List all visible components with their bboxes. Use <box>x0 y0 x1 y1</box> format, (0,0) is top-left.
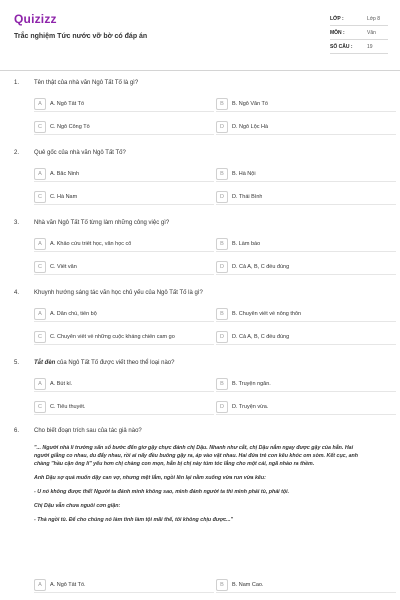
option-text: C. Viết văn <box>50 263 77 270</box>
option-a[interactable] <box>34 307 214 320</box>
option-badge: D <box>216 191 228 203</box>
option-c[interactable] <box>34 190 214 203</box>
meta-label: SỐ CÂU : <box>330 43 353 50</box>
option-a[interactable] <box>34 237 214 250</box>
divider <box>216 274 396 275</box>
question-number: 6. <box>14 428 20 434</box>
option-badge: A <box>34 579 46 591</box>
divider <box>216 251 396 252</box>
question-number: 5. <box>14 360 20 366</box>
option-badge: C <box>34 331 46 343</box>
option-text: A. Dân chủ, tiến bộ <box>50 310 97 317</box>
question-text: Quê gốc của nhà văn Ngô Tất Tố? <box>34 150 126 156</box>
option-text: A. Ngô Tất Tố. <box>50 581 86 588</box>
option-text: B. Làm báo <box>232 240 261 247</box>
question-text: Khuynh hướng sáng tác văn học chủ yếu của Ngô Tất Tố là gì? <box>34 290 203 296</box>
option-badge: D <box>216 401 228 413</box>
divider <box>216 181 396 182</box>
question-number: 2. <box>14 150 20 156</box>
divider <box>216 134 396 135</box>
divider <box>216 204 396 205</box>
option-badge: B <box>216 168 228 180</box>
option-b[interactable] <box>216 578 396 591</box>
option-b[interactable] <box>216 307 396 320</box>
meta-row-subject <box>330 26 388 40</box>
option-a[interactable] <box>34 97 214 110</box>
question-text: Nhà văn Ngô Tất Tố từng làm những công việc gì? <box>34 220 170 226</box>
option-d[interactable] <box>216 400 396 413</box>
option-d[interactable] <box>216 330 396 343</box>
option-badge: C <box>34 191 46 203</box>
option-text: B. Nam Cao. <box>232 581 264 588</box>
question-number: 3. <box>14 220 20 226</box>
meta-row-class <box>330 12 388 26</box>
divider <box>34 181 214 182</box>
divider <box>216 391 396 392</box>
option-badge: C <box>34 401 46 413</box>
option-badge: A <box>34 238 46 250</box>
option-text: A. Khảo cứu triết học, văn học cổ <box>50 240 132 247</box>
divider <box>34 111 214 112</box>
passage-paragraph: "... Người nhà lí trưởng sấn sổ bước đến giơ gậy chực đánh chị Dậu. Nhanh như cắt, chị Dậu nắm ngay được gậy của hắn. Hai người giằng co nhau, du đẩy nhau, rồi ai nấy đều buông gậy ra, áp vào vật nhau. Hai đứa trẻ con kêu khóc om sòm. Kết cục, anh chàng "hầu cận ông lí" yếu hơn chị chàng con mọn, hắn bị chị này túm tóc lẳng cho một cái, ngã nhào ra thềm. <box>34 445 358 467</box>
option-text: D. Truyện vừa. <box>232 403 269 410</box>
passage-paragraph: - Thà ngồi tù. Để cho chúng nó làm tình làm tội mãi thế, tôi không chịu được..." <box>34 517 234 523</box>
option-text: D. Cả A, B, C đều đúng <box>232 263 290 270</box>
option-c[interactable] <box>34 330 214 343</box>
option-d[interactable] <box>216 190 396 203</box>
meta-label: MÔN : <box>330 29 345 36</box>
option-text: A. Bút kí. <box>50 380 73 387</box>
option-badge: B <box>216 579 228 591</box>
option-badge: B <box>216 378 228 390</box>
option-text: C. Ngô Công Tố <box>50 123 90 130</box>
option-a[interactable] <box>34 578 214 591</box>
option-text: D. Thái Bình <box>232 193 263 200</box>
divider <box>34 344 214 345</box>
divider <box>216 592 396 593</box>
meta-value: Văn <box>367 29 376 36</box>
passage-paragraph: Chị Dậu vẫn chưa nguôi cơn giận: <box>34 503 121 509</box>
option-text: B. Truyện ngắn. <box>232 380 271 387</box>
option-b[interactable] <box>216 167 396 180</box>
option-text: D. Cả A, B, C đều đúng <box>232 333 290 340</box>
passage-paragraph: - U nó không được thế! Người ta đánh mình không sao, mình đánh người ta thì mình phải tù, phải tội. <box>34 489 290 495</box>
option-b[interactable] <box>216 97 396 110</box>
meta-label: LỚP : <box>330 15 344 22</box>
option-a[interactable] <box>34 377 214 390</box>
divider <box>216 414 396 415</box>
option-d[interactable] <box>216 260 396 273</box>
meta-value: Lớp 8 <box>367 15 381 22</box>
divider <box>34 204 214 205</box>
question-text <box>34 360 174 366</box>
option-badge: B <box>216 238 228 250</box>
option-text: B. Hà Nội <box>232 170 256 177</box>
option-c[interactable] <box>34 260 214 273</box>
divider <box>34 391 214 392</box>
divider <box>34 134 214 135</box>
option-text: A. Ngô Tất Tố <box>50 100 85 107</box>
option-text: A. Bắc Ninh <box>50 170 80 177</box>
option-badge: C <box>34 261 46 273</box>
option-b[interactable] <box>216 237 396 250</box>
question-number: 1. <box>14 80 20 86</box>
option-badge: B <box>216 98 228 110</box>
divider <box>34 592 214 593</box>
meta-info <box>330 12 388 54</box>
option-text: D. Ngô Lộc Hà <box>232 123 269 130</box>
divider <box>216 111 396 112</box>
work-title: Tắt đèn <box>34 360 56 366</box>
option-text: B. Chuyên viết về nông thôn <box>232 310 302 317</box>
option-text: C. Chuyên viết về những cuộc kháng chiến cam go <box>50 333 175 340</box>
option-c[interactable] <box>34 400 214 413</box>
question-number: 4. <box>14 290 20 296</box>
option-text: C. Hà Nam <box>50 193 78 200</box>
divider <box>216 344 396 345</box>
meta-row-count <box>330 40 388 54</box>
option-badge: A <box>34 308 46 320</box>
divider <box>34 321 214 322</box>
option-a[interactable] <box>34 167 214 180</box>
divider <box>34 251 214 252</box>
document-header <box>0 0 400 70</box>
option-badge: D <box>216 261 228 273</box>
meta-value: 19 <box>367 43 373 50</box>
option-badge: B <box>216 308 228 320</box>
option-d[interactable] <box>216 120 396 133</box>
option-badge: D <box>216 331 228 343</box>
question-text: Tên thật của nhà văn Ngô Tất Tố là gì? <box>34 80 139 86</box>
question-text: Cho biết đoạn trích sau của tác giả nào? <box>34 428 142 434</box>
page-title: Trắc nghiệm Tức nước vỡ bờ có đáp án <box>14 33 148 40</box>
excerpt-passage <box>34 444 366 530</box>
header-divider <box>0 70 400 71</box>
option-badge: A <box>34 168 46 180</box>
brand-logo: Quizizz <box>14 12 57 26</box>
option-b[interactable] <box>216 377 396 390</box>
question-text-rest: của Ngô Tất Tố được viết theo thể loại nào? <box>55 360 175 366</box>
option-text: C. Tiểu thuyết. <box>50 403 86 410</box>
option-badge: C <box>34 121 46 133</box>
passage-paragraph: Anh Dậu sợ quá muốn dậy can vợ, nhưng mệt lắm, ngồi lên lại nằm xuống vừa run vừa kêu: <box>34 475 266 481</box>
option-c[interactable] <box>34 120 214 133</box>
option-badge: D <box>216 121 228 133</box>
option-badge: A <box>34 378 46 390</box>
option-badge: A <box>34 98 46 110</box>
divider <box>34 274 214 275</box>
divider <box>216 321 396 322</box>
divider <box>34 414 214 415</box>
option-text: B. Ngô Văn Tố <box>232 100 268 107</box>
